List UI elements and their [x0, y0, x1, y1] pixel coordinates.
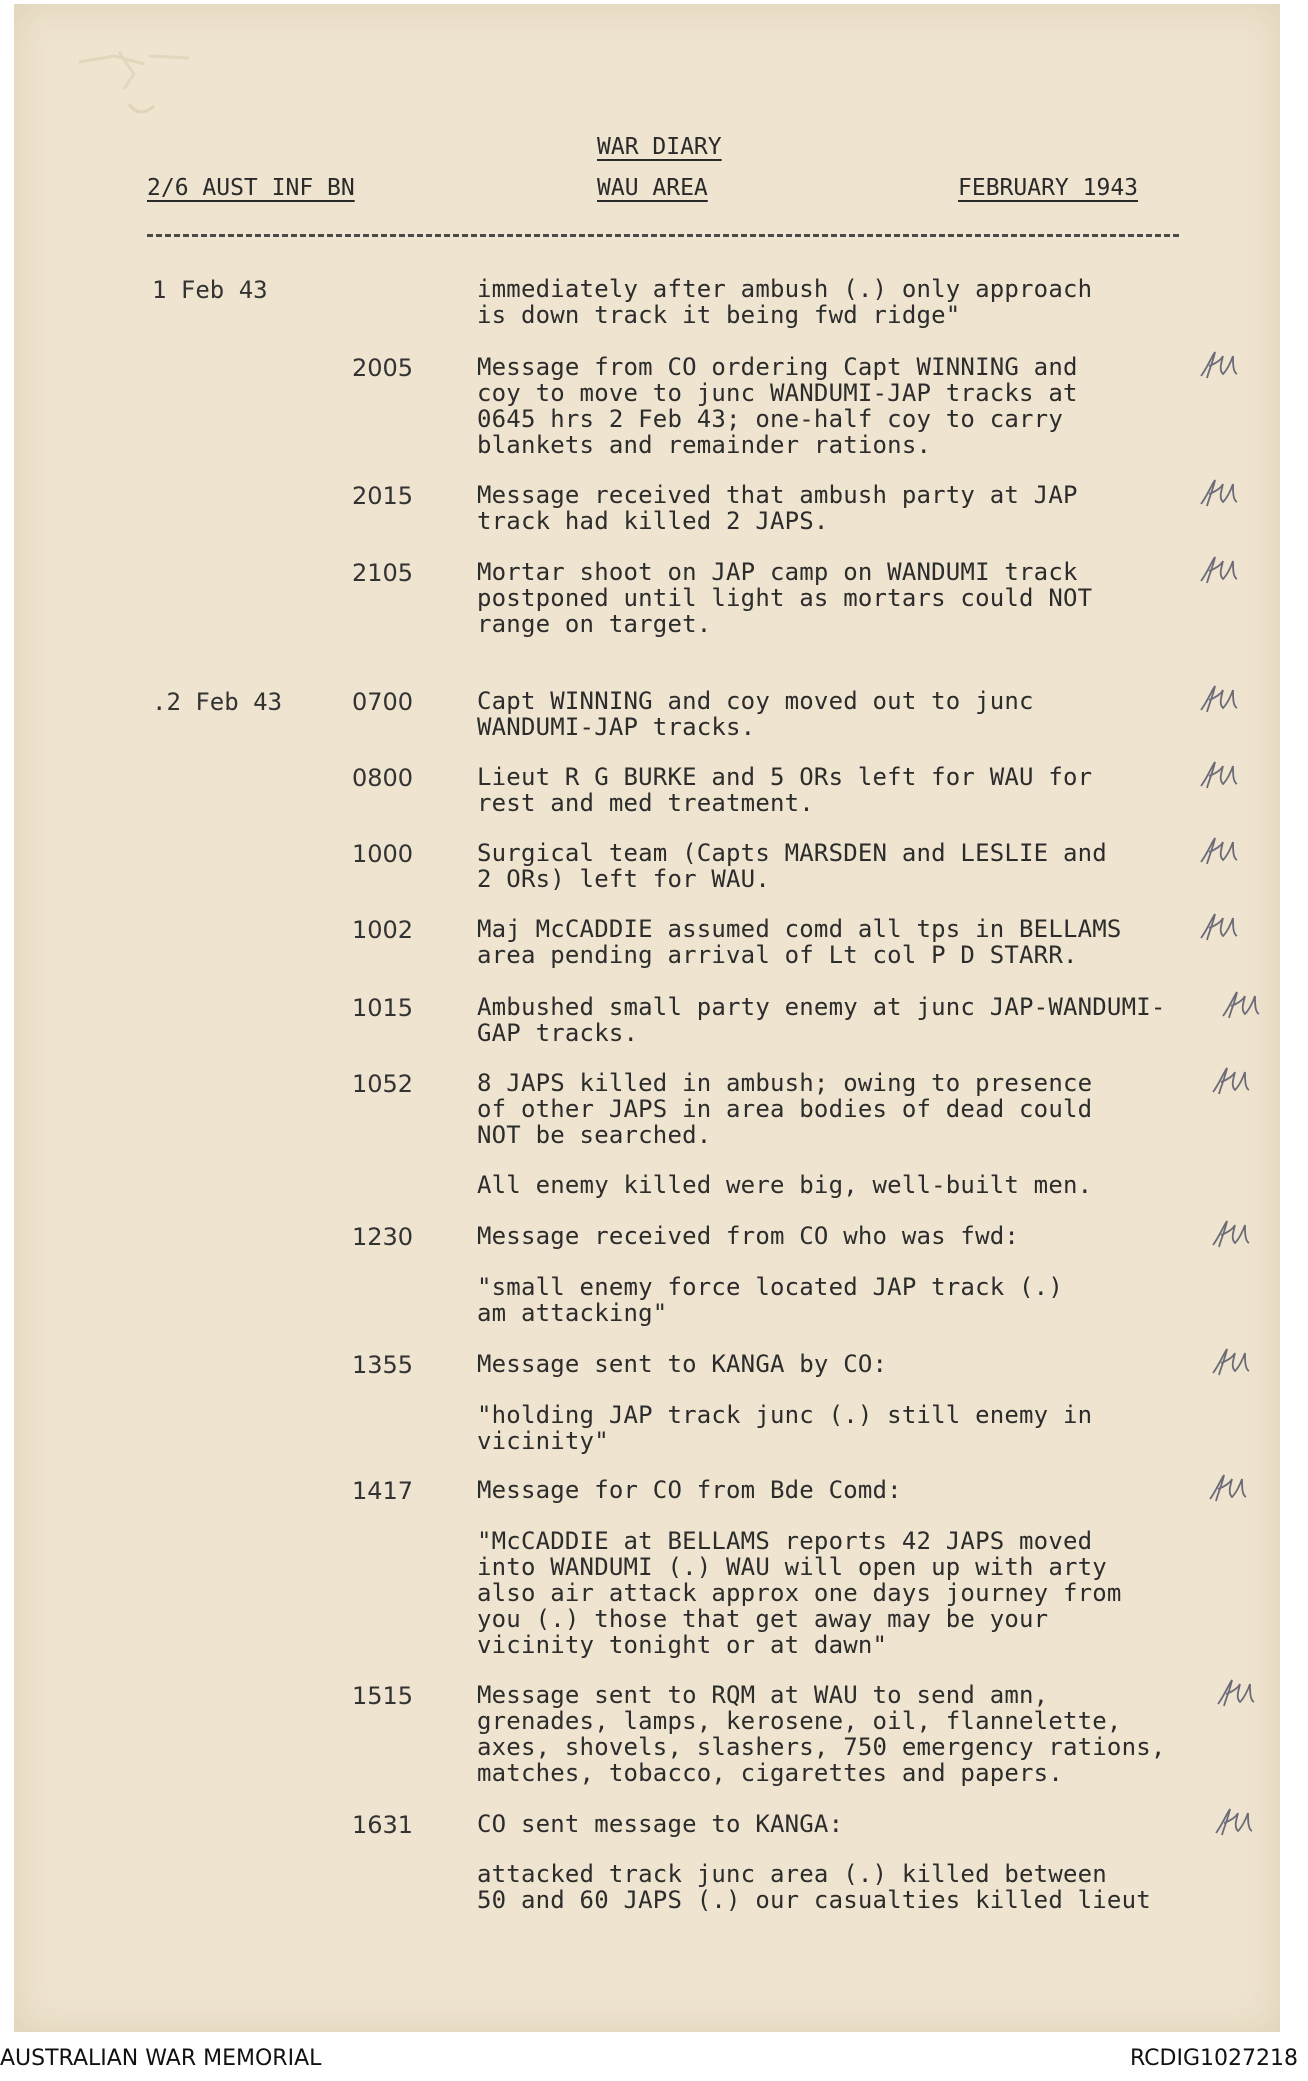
entry-time: 1631: [352, 1811, 414, 1839]
entry-text: Message received that ambush party at JAP track had killed 2 JAPS.: [477, 481, 1078, 535]
handwritten-initials-mark: [1206, 1471, 1250, 1505]
entry-text: Lieut R G BURKE and 5 ORs left for WAU for rest and med treatment.: [477, 763, 1093, 817]
entry-text: Capt WINNING and coy moved out to junc WANDUMI-JAP tracks.: [477, 687, 1034, 741]
handwritten-initials-mark: [1197, 682, 1241, 716]
entry-time: 1000: [352, 840, 414, 868]
handwritten-initials-mark: [1197, 348, 1241, 382]
archive-reference: RCDIG1027218: [1129, 2046, 1298, 2071]
diary-page: [14, 4, 1280, 2032]
entry-time: 0800: [352, 764, 414, 792]
entry-text: Surgical team (Capts MARSDEN and LESLIE and 2 ORs) left for WAU.: [477, 839, 1107, 893]
entry-text: Mortar shoot on JAP camp on WANDUMI track postponed until light as mortars could NOT range on target.: [477, 558, 1093, 638]
entry-text: 8 JAPS killed in ambush; owing to presence of other JAPS in area bodies of dead could NOT be searched.: [477, 1069, 1093, 1149]
entry-text: CO sent message to KANGA:: [477, 1810, 844, 1838]
handwritten-initials-mark: [1209, 1345, 1253, 1379]
entry-text: "holding JAP track junc (.) still enemy in vicinity": [477, 1401, 1093, 1455]
entry-text: All enemy killed were big, well-built men.: [477, 1171, 1093, 1199]
handwritten-initials-mark: [1209, 1217, 1253, 1251]
handwritten-initials-mark: [1197, 758, 1241, 792]
entry-date: .2 Feb 43: [152, 688, 283, 716]
entry-time: 1417: [352, 1477, 414, 1505]
entry-time: 2005: [352, 354, 414, 382]
entry-text: Ambushed small party enemy at junc JAP-WANDUMI- GAP tracks.: [477, 993, 1166, 1047]
entry-time: 1355: [352, 1351, 414, 1379]
entry-time: 1052: [352, 1070, 414, 1098]
entry-text: "McCADDIE at BELLAMS reports 42 JAPS moved into WANDUMI (.) WAU will open up with arty also air attack approx one days journey from you (.) those that get away may be your vicinity tonight or at dawn": [477, 1527, 1122, 1659]
handwritten-initials-mark: [1219, 988, 1263, 1022]
handwritten-initials-mark: [1209, 1064, 1253, 1098]
entry-text: Message sent to KANGA by CO:: [477, 1350, 888, 1378]
entry-text: Message for CO from Bde Comd:: [477, 1476, 902, 1504]
entry-text: immediately after ambush (.) only approach is down track it being fwd ridge": [477, 275, 1093, 329]
archive-name: AUSTRALIAN WAR MEMORIAL: [0, 2046, 322, 2071]
handwritten-initials-mark: [1197, 476, 1241, 510]
entry-date: 1 Feb 43: [152, 276, 268, 304]
document-title: WAR DIARY: [597, 134, 722, 160]
entry-time: 1015: [352, 994, 414, 1022]
handwritten-initials-mark: [1212, 1805, 1256, 1839]
diary-month: FEBRUARY 1943: [958, 175, 1139, 201]
entry-time: 2105: [352, 559, 414, 587]
entry-time: 1515: [352, 1682, 414, 1710]
handwritten-initials-mark: [1197, 553, 1241, 587]
area-name: WAU AREA: [597, 175, 708, 201]
entry-text: attacked track junc area (.) killed between 50 and 60 JAPS (.) our casualties killed lieut: [477, 1860, 1151, 1914]
diary-entries: [14, 4, 1280, 2032]
handwritten-initials-mark: [1197, 834, 1241, 868]
entry-text: Message from CO ordering Capt WINNING and coy to move to junc WANDUMI-JAP tracks at 0645 hrs 2 Feb 43; one-half coy to carry blankets and remainder rations.: [477, 353, 1078, 459]
entry-time: 2015: [352, 482, 414, 510]
entry-text: Maj McCADDIE assumed comd all tps in BELLAMS area pending arrival of Lt col P D STARR.: [477, 915, 1122, 969]
unit-name: 2/6 AUST INF BN: [147, 175, 355, 201]
entry-text: Message received from CO who was fwd:: [477, 1222, 1020, 1250]
entry-time: 1002: [352, 916, 414, 944]
handwritten-initials-mark: [1197, 910, 1241, 944]
entry-time: 0700: [352, 688, 414, 716]
handwritten-initials-mark: [1214, 1676, 1258, 1710]
entry-time: 1230: [352, 1223, 414, 1251]
entry-text: "small enemy force located JAP track (.) am attacking": [477, 1273, 1063, 1327]
entry-text: Message sent to RQM at WAU to send amn, grenades, lamps, kerosene, oil, flannelette, axes, shovels, slashers, 750 emergency rations, matches, tobacco, cigarettes and papers.: [477, 1681, 1166, 1787]
